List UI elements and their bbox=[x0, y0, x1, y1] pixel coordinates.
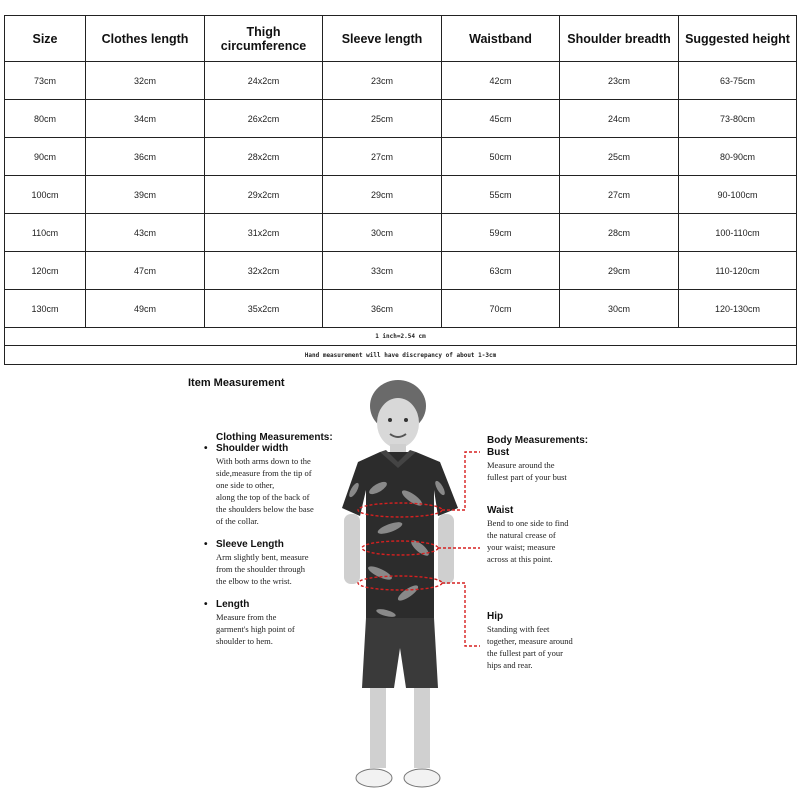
item-desc: fullest part of your bust bbox=[487, 472, 567, 482]
table-cell: 90-100cm bbox=[679, 176, 797, 214]
bullet-icon: • bbox=[204, 539, 208, 550]
table-cell: 36cm bbox=[323, 290, 442, 328]
table-cell: 35x2cm bbox=[205, 290, 323, 328]
table-cell: 29x2cm bbox=[205, 176, 323, 214]
header-cell: Suggested height bbox=[679, 16, 797, 62]
table-cell: 63cm bbox=[442, 252, 560, 290]
table-cell: 80cm bbox=[5, 100, 86, 138]
table-cell: 70cm bbox=[442, 290, 560, 328]
table-note-row bbox=[5, 346, 797, 365]
item-desc: your waist; measure bbox=[487, 542, 556, 552]
item-desc: Arm slightly bent, measure bbox=[216, 552, 309, 562]
table-cell: 42cm bbox=[442, 62, 560, 100]
table-cell: 120cm bbox=[5, 252, 86, 290]
table-cell: 80-90cm bbox=[679, 138, 797, 176]
table-cell: 63-75cm bbox=[679, 62, 797, 100]
table-cell: 23cm bbox=[323, 62, 442, 100]
table-cell: 27cm bbox=[560, 176, 679, 214]
table-cell: 25cm bbox=[560, 138, 679, 176]
table-cell: 47cm bbox=[86, 252, 205, 290]
table-cell: 24x2cm bbox=[205, 62, 323, 100]
header-cell: Size bbox=[5, 16, 86, 62]
table-row bbox=[5, 290, 797, 328]
table-header-row bbox=[5, 16, 797, 62]
table-cell: 50cm bbox=[442, 138, 560, 176]
table-cell: 43cm bbox=[86, 214, 205, 252]
table-row bbox=[5, 138, 797, 176]
table-cell: 73cm bbox=[5, 62, 86, 100]
item-desc: the fullest part of your bbox=[487, 648, 564, 658]
table-cell: 32cm bbox=[86, 62, 205, 100]
child-model-illustration bbox=[330, 378, 480, 798]
item-desc: Bend to one side to find bbox=[487, 518, 569, 528]
item-desc: side,measure from the tip of bbox=[216, 468, 312, 478]
table-cell: 28x2cm bbox=[205, 138, 323, 176]
bullet-icon: • bbox=[204, 599, 208, 610]
table-cell: 36cm bbox=[86, 138, 205, 176]
table-cell: 100cm bbox=[5, 176, 86, 214]
header-cell: Sleeve length bbox=[323, 16, 442, 62]
table-row bbox=[5, 176, 797, 214]
table-cell: 25cm bbox=[323, 100, 442, 138]
unit-conversion-note: 1 inch=2.54 cm bbox=[5, 328, 797, 346]
item-desc: one side to other, bbox=[216, 480, 275, 490]
item-desc: Standing with feet bbox=[487, 624, 550, 634]
table-cell: 39cm bbox=[86, 176, 205, 214]
table-cell: 31x2cm bbox=[205, 214, 323, 252]
table-cell: 23cm bbox=[560, 62, 679, 100]
table-cell: 55cm bbox=[442, 176, 560, 214]
item-desc: across at this point. bbox=[487, 554, 553, 564]
item-title: Length bbox=[216, 599, 250, 610]
table-cell: 90cm bbox=[5, 138, 86, 176]
size-chart-table bbox=[4, 15, 797, 365]
item-desc: Measure around the bbox=[487, 460, 555, 470]
length-item bbox=[204, 599, 334, 647]
header-cell: Thigh circumference bbox=[205, 16, 323, 62]
clothing-measurements bbox=[204, 432, 334, 647]
item-desc: together, measure around bbox=[487, 636, 573, 646]
item-title: Hip bbox=[487, 611, 504, 622]
shoulder-width-item bbox=[204, 443, 334, 527]
table-cell: 45cm bbox=[442, 100, 560, 138]
hip-item bbox=[487, 611, 597, 671]
item-desc: garment's high point of bbox=[216, 624, 295, 634]
table-cell: 29cm bbox=[560, 252, 679, 290]
table-cell: 130cm bbox=[5, 290, 86, 328]
table-cell: 49cm bbox=[86, 290, 205, 328]
item-desc: along the top of the back of bbox=[216, 492, 310, 502]
item-desc: the elbow to the wrist. bbox=[216, 576, 292, 586]
item-title: Waist bbox=[487, 505, 514, 516]
header-cell: Clothes length bbox=[86, 16, 205, 62]
table-cell: 30cm bbox=[323, 214, 442, 252]
table-cell: 59cm bbox=[442, 214, 560, 252]
item-desc: of the collar. bbox=[216, 516, 259, 526]
clothing-measurements-heading: Clothing Measurements: bbox=[216, 432, 333, 443]
body-measurements bbox=[487, 435, 597, 671]
table-cell: 110cm bbox=[5, 214, 86, 252]
table-cell: 29cm bbox=[323, 176, 442, 214]
table-cell: 26x2cm bbox=[205, 100, 323, 138]
bust-item bbox=[487, 447, 597, 483]
table-cell: 34cm bbox=[86, 100, 205, 138]
item-title: Sleeve Length bbox=[216, 539, 284, 550]
table-cell: 24cm bbox=[560, 100, 679, 138]
bullet-icon: • bbox=[204, 443, 208, 454]
item-title: Bust bbox=[487, 447, 510, 458]
item-desc: hips and rear. bbox=[487, 660, 533, 670]
table-cell: 30cm bbox=[560, 290, 679, 328]
sleeve-length-item bbox=[204, 539, 334, 587]
item-desc: the natural crease of bbox=[487, 530, 556, 540]
item-title: Shoulder width bbox=[216, 443, 289, 454]
item-desc: With both arms down to the bbox=[216, 456, 311, 466]
table-row bbox=[5, 100, 797, 138]
table-cell: 100-110cm bbox=[679, 214, 797, 252]
table-cell: 73-80cm bbox=[679, 100, 797, 138]
table-cell: 33cm bbox=[323, 252, 442, 290]
discrepancy-note: Hand measurement will have discrepancy of about 1-3cm bbox=[5, 346, 797, 365]
table-cell: 28cm bbox=[560, 214, 679, 252]
item-desc: the shoulders below the base bbox=[216, 504, 314, 514]
guide-title: Item Measurement bbox=[188, 377, 285, 389]
item-desc: Measure from the bbox=[216, 612, 277, 622]
waist-item bbox=[487, 505, 597, 565]
table-row bbox=[5, 252, 797, 290]
header-cell: Waistband bbox=[442, 16, 560, 62]
table-note-row bbox=[5, 328, 797, 346]
table-row bbox=[5, 214, 797, 252]
item-desc: shoulder to hem. bbox=[216, 636, 273, 646]
table-cell: 120-130cm bbox=[679, 290, 797, 328]
body-measurements-heading: Body Measurements: bbox=[487, 435, 589, 446]
header-cell: Shoulder breadth bbox=[560, 16, 679, 62]
table-cell: 32x2cm bbox=[205, 252, 323, 290]
table-cell: 110-120cm bbox=[679, 252, 797, 290]
table-cell: 27cm bbox=[323, 138, 442, 176]
item-desc: from the shoulder through bbox=[216, 564, 305, 574]
table-row bbox=[5, 62, 797, 100]
